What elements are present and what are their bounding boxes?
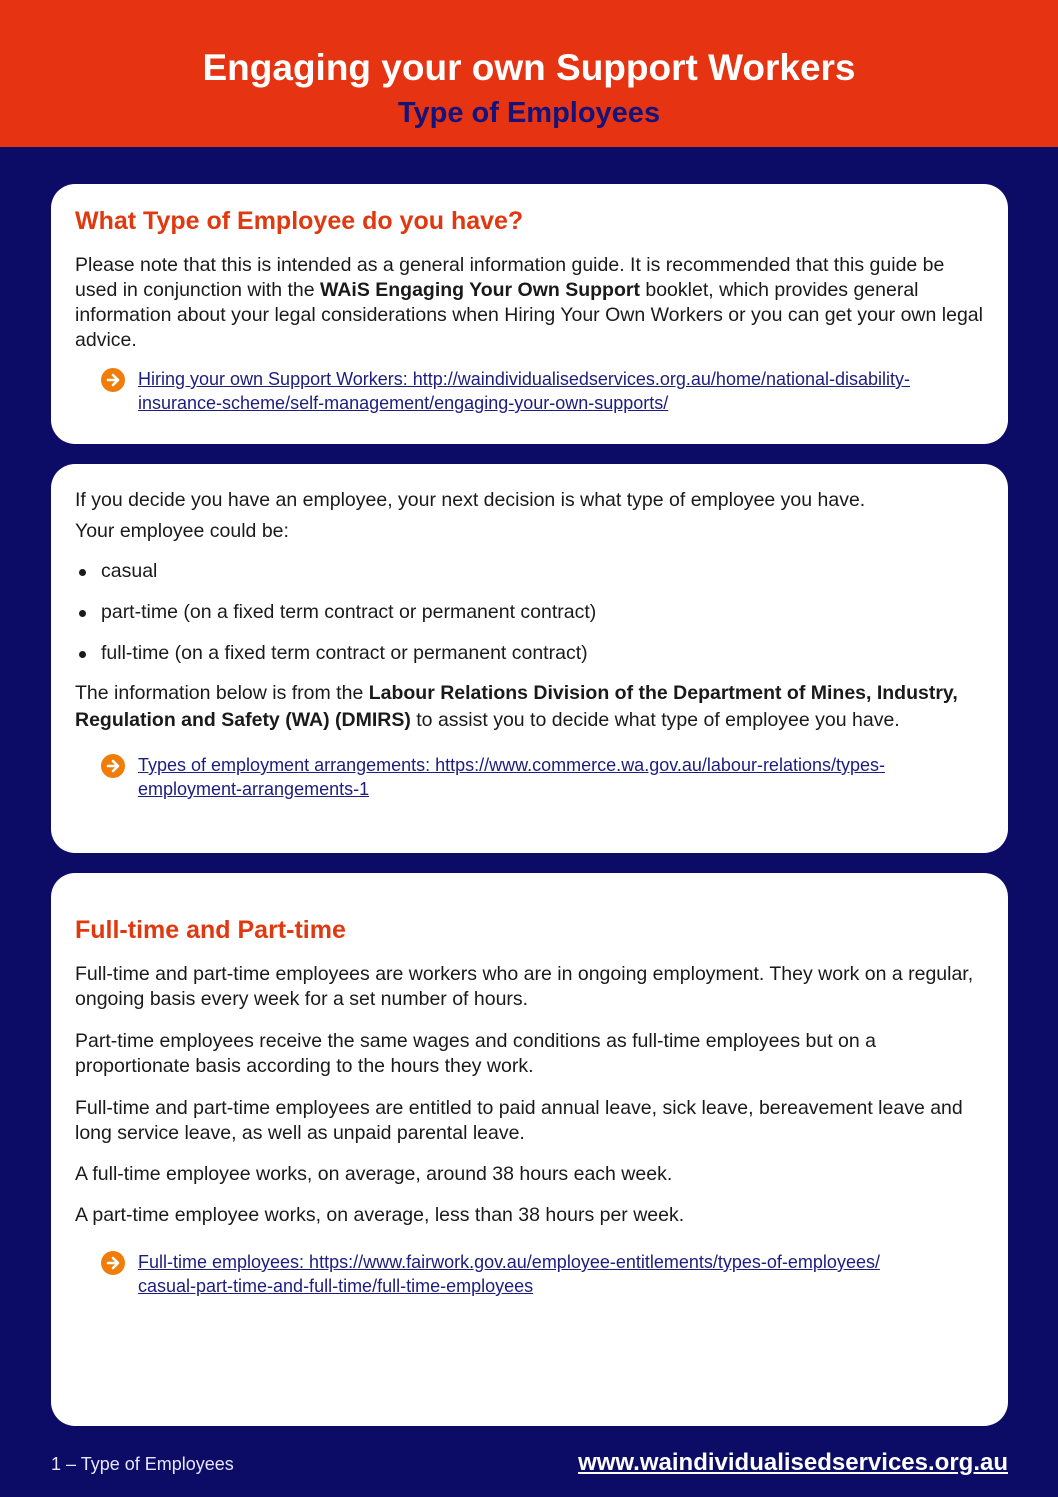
link-row <box>75 1250 984 1298</box>
booklet-name: WAiS Engaging Your Own Support <box>320 279 640 301</box>
body-paragraph: A full-time employee works, on average, around 38 hours each week. <box>75 1163 673 1185</box>
link-line: casual-part-time-and-full-time/full-time-employees <box>138 1276 534 1296</box>
link-line: Full-time employees: https://www.fairwork.gov.au/employee-entitlements/types-of-employees/ <box>138 1252 880 1272</box>
list-item: casual <box>75 559 984 584</box>
website-link[interactable]: www.waindividualisedservices.org.au <box>578 1449 1008 1476</box>
link-line: Types of employment arrangements: https://www.commerce.wa.gov.au/labour-relations/types- <box>138 755 885 775</box>
link-row <box>75 753 984 801</box>
page-header <box>0 0 1058 147</box>
link-line: Hiring your own Support Workers: http://waindividualisedservices.org.au/home/national-disability- <box>138 369 911 389</box>
arrow-right-icon <box>101 368 125 392</box>
employee-decision-card <box>51 464 1008 853</box>
arrow-right-icon <box>101 754 125 778</box>
intro-paragraph <box>75 253 984 353</box>
link-line: insurance-scheme/self-management/engaging-your-own-supports/ <box>138 393 669 413</box>
full-time-employees-link[interactable] <box>138 1250 984 1298</box>
arrow-right-icon <box>101 1251 125 1275</box>
could-be-paragraph: Your employee could be: <box>75 520 289 542</box>
section-heading: What Type of Employee do you have? <box>75 207 524 235</box>
list-item: part-time (on a fixed term contract or permanent contract) <box>75 600 984 625</box>
section-heading: Full-time and Part-time <box>75 916 346 944</box>
employee-type-card <box>51 184 1008 444</box>
body-paragraph: A part-time employee works, on average, less than 38 hours per week. <box>75 1204 685 1226</box>
page-title: Engaging your own Support Workers <box>202 47 856 88</box>
info-text: The information below is from the <box>75 682 369 704</box>
employment-arrangements-link[interactable] <box>138 753 984 801</box>
info-text-end: to assist you to decide what type of employee you have. <box>410 708 900 731</box>
page-subtitle: Type of Employees <box>397 97 661 129</box>
page-number-label: 1 – Type of Employees <box>51 1454 234 1474</box>
employee-type-list <box>75 559 984 666</box>
link-row <box>75 367 984 415</box>
body-paragraph: Full-time and part-time employees are entitled to paid annual leave, sick leave, bereavement leave and long service leave, as well as unpaid parental leave. <box>75 1097 963 1144</box>
dmirs-name: Labour Relations Division of the Department of Mines, Industry, Regulation and Safety (WA) (DMIRS) <box>75 682 958 731</box>
list-item: full-time (on a fixed term contract or permanent contract) <box>75 641 984 666</box>
hiring-workers-link[interactable] <box>138 367 984 415</box>
intro-text-end: booklet, which provides general information about your legal considerations when Hiring Your Own Workers or you can get your own legal advice. <box>75 279 983 351</box>
dmirs-paragraph <box>75 680 984 733</box>
body-paragraph: Part-time employees receive the same wages and conditions as full-time employees but on a proportionate basis according to the hours they work. <box>75 1030 876 1077</box>
decision-paragraph: If you decide you have an employee, your next decision is what type of employee you have. <box>75 489 866 511</box>
link-line: employment-arrangements-1 <box>138 779 370 799</box>
full-part-time-card <box>51 873 1008 1426</box>
intro-text: Please note that this is intended as a general information guide. It is recommended that this guide be used in conjunction with the <box>75 254 945 301</box>
body-paragraph: Full-time and part-time employees are workers who are in ongoing employment. They work on a regular, ongoing basis every week for a set number of hours. <box>75 963 974 1010</box>
